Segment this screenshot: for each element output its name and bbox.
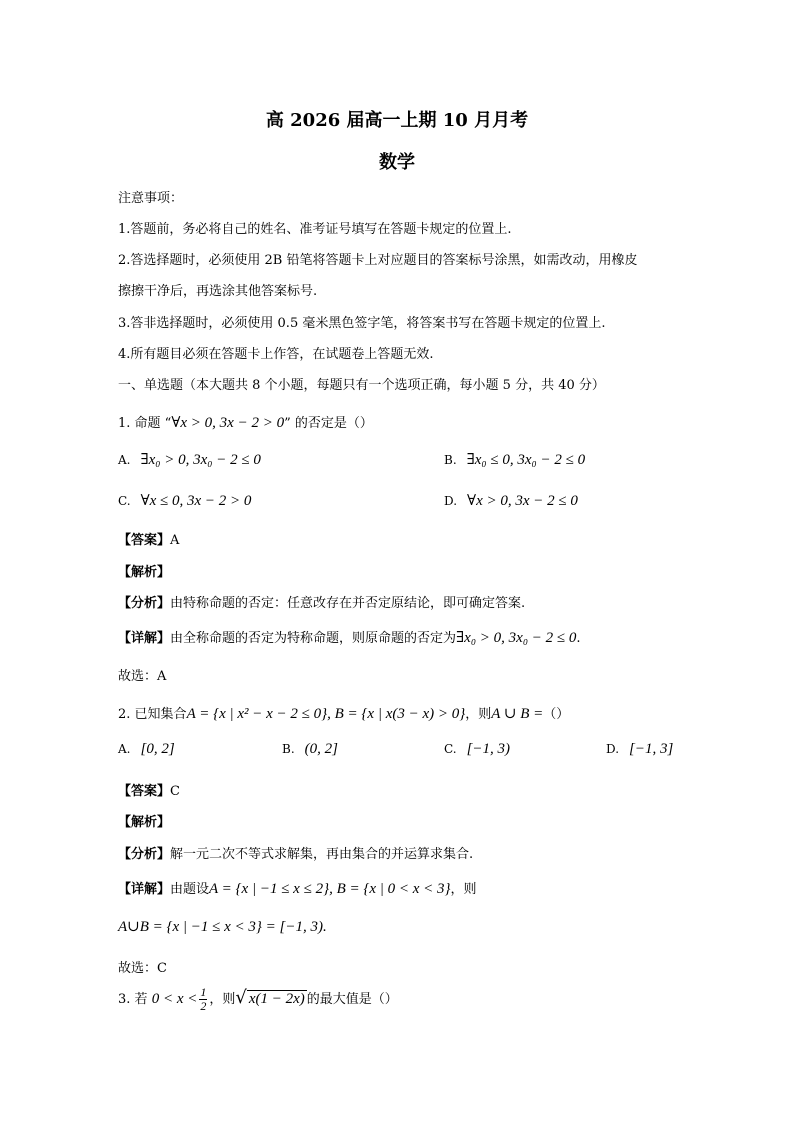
option-a[interactable] xyxy=(118,741,175,758)
option-math: ∃x₀ ≤ 0, 3x₀ − 2 ≤ 0 xyxy=(466,452,586,468)
option-label: C. xyxy=(444,742,457,756)
question-1-stem xyxy=(118,412,373,432)
xiangjie-end: . xyxy=(576,631,581,646)
fenxi-line xyxy=(118,592,525,611)
option-math: (0, 2] xyxy=(304,741,338,757)
fraction-numerator: 1 xyxy=(200,985,207,999)
xiangjie-tag: 【详解】 xyxy=(118,882,171,897)
option-label: C. xyxy=(118,494,131,508)
question-number: 3. xyxy=(118,992,131,1007)
stem-text: 若 xyxy=(134,992,148,1007)
radicand: x(1 − 2x) xyxy=(248,991,305,1007)
answer-line xyxy=(118,780,180,799)
stem-math: A ∪ B = xyxy=(491,706,544,722)
option-label: D. xyxy=(606,742,620,756)
question-number: 1. xyxy=(118,416,131,431)
option-c[interactable] xyxy=(444,741,510,758)
option-math: ∀x > 0, 3x − 2 ≤ 0 xyxy=(467,493,578,509)
note-item: 2.答选择题时，必须使用 2B 铅笔将答题卡上对应题目的答案标号涂黑，如需改动，用橡皮 xyxy=(118,253,638,268)
analysis-tag: 【解析】 xyxy=(118,815,171,830)
note-item: 1.答题前，务必将自己的姓名、准考证号填写在答题卡规定的位置上. xyxy=(118,222,512,237)
exam-title: 高 2026 届高一上期 10 月月考 xyxy=(265,110,529,131)
union-math: A∪B = {x | −1 ≤ x < 3} = [−1, 3). xyxy=(118,919,327,935)
stem-text: ，则 xyxy=(465,707,492,722)
question-number: 2. xyxy=(118,707,131,722)
subject-title: 数学 xyxy=(379,152,415,173)
answer-tag: 【答案】 xyxy=(118,784,171,799)
option-a[interactable] xyxy=(118,450,261,469)
option-b[interactable] xyxy=(444,450,585,469)
analysis-tag: 【解析】 xyxy=(118,565,171,580)
option-label: A. xyxy=(118,742,131,756)
option-label: B. xyxy=(444,453,457,467)
xiangjie-line xyxy=(118,878,477,898)
choose-line: 故选：A xyxy=(118,669,167,684)
option-label: B. xyxy=(282,742,295,756)
xiangjie-end: ，则 xyxy=(450,882,477,897)
stem-math: ∀x > 0, 3x − 2 > 0 xyxy=(171,415,285,431)
radical-sign-icon: √ xyxy=(235,987,247,1008)
question-2-stem xyxy=(118,703,569,723)
option-math: [0, 2] xyxy=(140,741,175,757)
xiangjie-math: ∃x₀ > 0, 3x₀ − 2 ≤ 0 xyxy=(456,630,577,646)
choose-line: 故选：C xyxy=(118,961,167,976)
answer-value: A xyxy=(170,533,180,548)
option-math: [−1, 3) xyxy=(466,741,511,757)
option-c[interactable] xyxy=(118,491,251,510)
xiangjie-math: A = {x | −1 ≤ x ≤ 2}, B = {x | 0 < x < 3} xyxy=(209,881,451,897)
option-b[interactable] xyxy=(282,741,338,758)
option-math: ∀x ≤ 0, 3x − 2 > 0 xyxy=(140,493,252,509)
stem-text: 已知集合 xyxy=(134,707,187,722)
option-math: [−1, 3] xyxy=(629,741,674,757)
note-item: 3.答非选择题时，必须使用 0.5 毫米黑色签字笔，将答案书写在答题卡规定的位置上. xyxy=(118,316,606,331)
option-math: ∃x₀ > 0, 3x₀ − 2 ≤ 0 xyxy=(140,452,261,468)
stem-text: ” 的否定是（） xyxy=(284,416,373,431)
answer-line xyxy=(118,529,179,548)
xiangjie-line xyxy=(118,627,581,647)
stem-math: 0 < x < xyxy=(151,991,198,1007)
stem-text: 命题 “ xyxy=(134,416,172,431)
fenxi-text: 解一元二次不等式求解集，再由集合的并运算求集合. xyxy=(170,847,474,862)
stem-text: 的最大值是（） xyxy=(306,992,398,1007)
fenxi-text: 由特称命题的否定：任意改存在并否定原结论，即可确定答案. xyxy=(170,596,526,611)
note-item: 4.所有题目必须在答题卡上作答，在试题卷上答题无效. xyxy=(118,347,434,362)
stem-text: （） xyxy=(543,707,570,722)
notes-heading: 注意事项： xyxy=(118,191,184,206)
fraction xyxy=(199,986,207,1013)
xiangjie-text: 由题设 xyxy=(170,882,210,897)
option-d[interactable] xyxy=(444,491,578,510)
stem-math: A = {x | x² − x − 2 ≤ 0}, B = {x | x(3 − x) > 0} xyxy=(186,706,466,722)
option-d[interactable] xyxy=(606,741,673,758)
question-3-stem xyxy=(118,986,398,1013)
answer-tag: 【答案】 xyxy=(118,533,171,548)
stem-text: ，则 xyxy=(209,992,236,1007)
answer-value: C xyxy=(170,784,180,799)
fenxi-tag: 【分析】 xyxy=(118,847,171,862)
fenxi-tag: 【分析】 xyxy=(118,596,171,611)
option-label: D. xyxy=(444,494,458,508)
xiangjie-text: 由全称命题的否定为特称命题，则原命题的否定为 xyxy=(170,631,457,646)
union-line xyxy=(118,917,327,936)
fraction-denominator: 2 xyxy=(200,999,207,1013)
section-heading: 一、单选题（本大题共 8 个小题，每题只有一个选项正确，每小题 5 分，共 40 分） xyxy=(118,378,605,393)
fenxi-line xyxy=(118,843,473,862)
option-label: A. xyxy=(118,453,131,467)
xiangjie-tag: 【详解】 xyxy=(118,631,171,646)
note-item: 擦擦干净后，再选涂其他答案标号. xyxy=(118,284,318,299)
